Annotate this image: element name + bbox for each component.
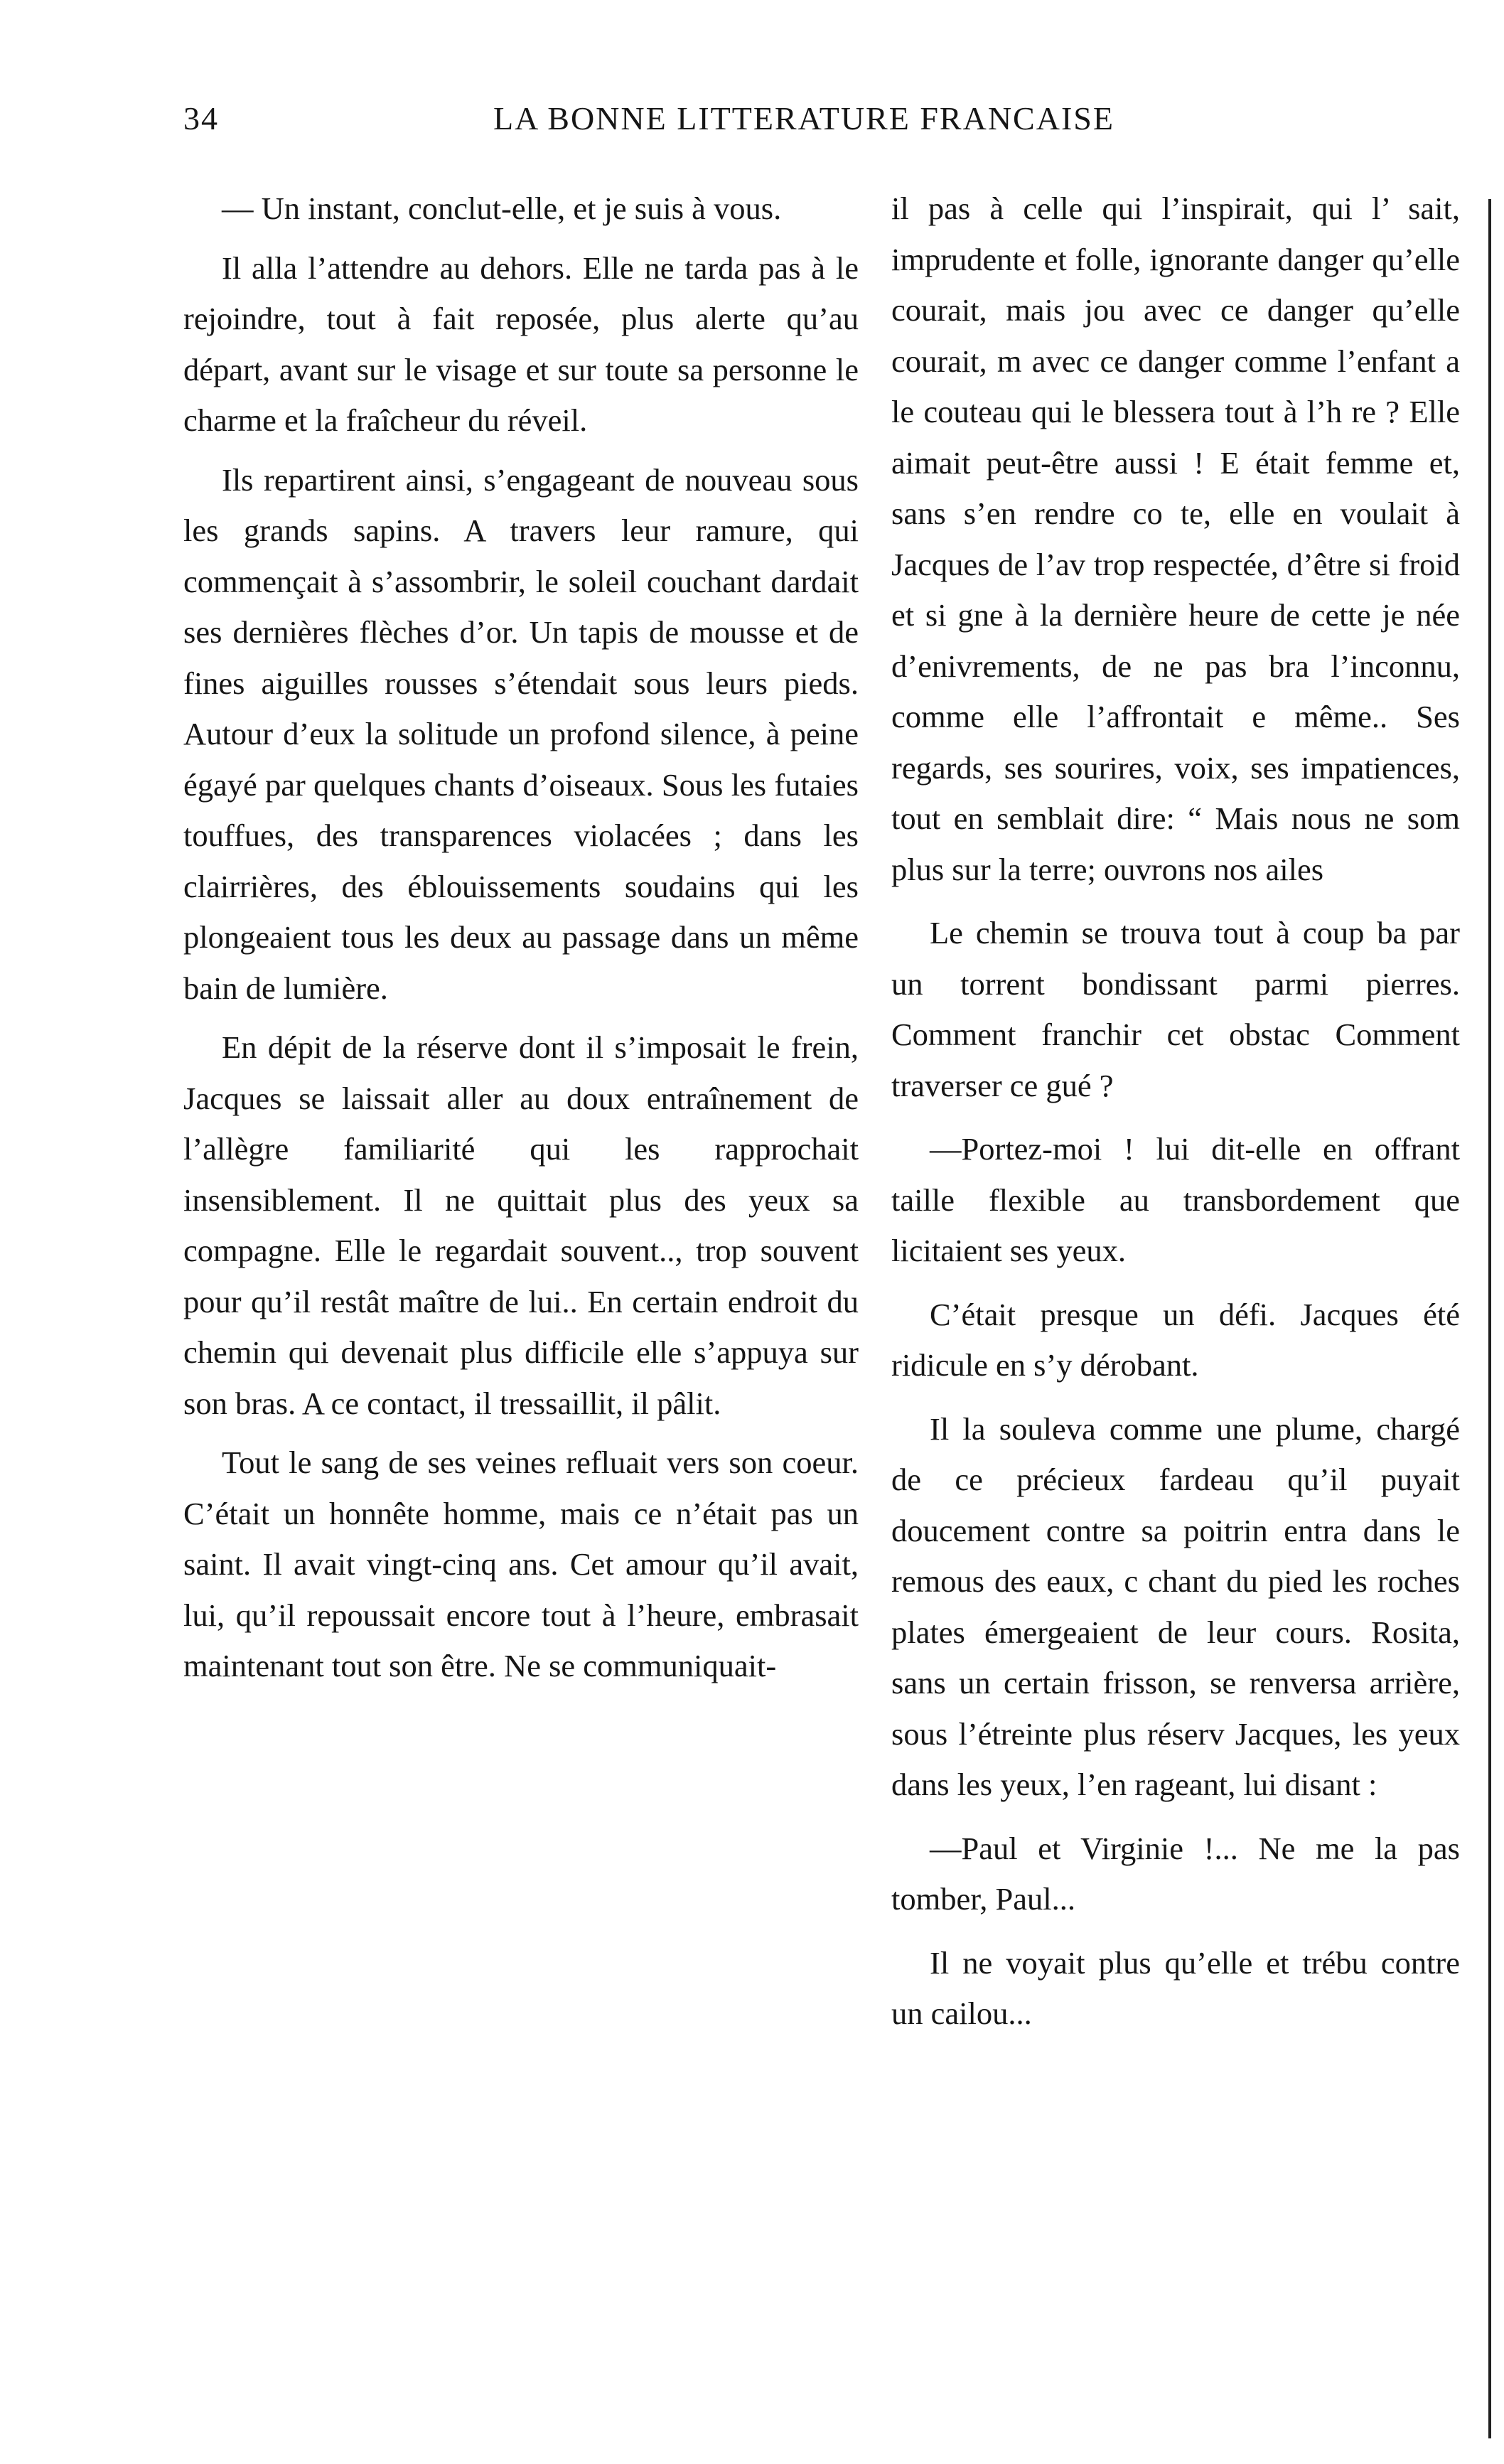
- paragraph: —Paul et Virginie !... Ne me la pas tomber, Paul...: [891, 1830, 1460, 1917]
- paragraph: Ils repartirent ainsi, s’engageant de nouveau sous les grands sapins. A travers leur ramure, qui commençait à s’assombrir, le soleil couchant dardait ses dernières flèches d’or. Un tapis de mousse et de fines aiguilles rousses s’étendait sous leurs pieds. Autour d’eux la solitude un profond silence, à peine égayé par quelques chants d’oiseaux. Sous les futaies touffues, des transparences violacées ; dans les clairrières, des éblouissements soudains qui les plongeaient tous les deux au passage dans un même bain de lumière.: [183, 461, 859, 1006]
- paragraph: Il ne voyait plus qu’elle et trébu contre un cailou...: [891, 1944, 1460, 2031]
- paragraph: Tout le sang de ses veines refluait vers son coeur. C’était un honnête homme, mais ce n’était pas un saint. Il avait vingt-cinq ans. Cet amour qu’il avait, lui, qu’il repoussait encore tout à l’heure, embrasait maintenant tout son être. Ne se communiquait-: [183, 1445, 859, 1683]
- running-title: LA BONNE LITTERATURE FRANCAISE: [493, 100, 1114, 136]
- left-column: [183, 183, 859, 1700]
- paragraph: En dépit de la réserve dont il s’imposait le frein, Jacques se laissait aller au doux entraînement de l’allègre familiarité qui les rapprochait insensiblement. Il ne quittait plus des yeux sa compagne. Elle le regardait souvent.., trop souvent pour qu’il restât maître de lui.. En certain endroit du chemin qui devenait plus difficile elle s’appuya sur son bras. A ce contact, il tressaillit, il pâlit.: [183, 1029, 859, 1421]
- paragraph: Il alla l’attendre au dehors. Elle ne tarda pas à le rejoindre, tout à fait reposée, plus alerte qu’au départ, avant sur le visage et sur toute sa personne le charme et la fraîcheur du réveil.: [183, 250, 859, 438]
- paragraph: C’était presque un défi. Jacques été ridicule en s’y dérobant.: [891, 1296, 1460, 1383]
- paragraph: il pas à celle qui l’inspirait, qui l’ sait, imprudente et folle, ignorante danger qu’elle courait, mais jou avec ce danger qu’elle courait, m avec ce danger comme l’enfant a le couteau qui le blessera tout à l’h re ? Elle aimait peut-être aussi ! E était femme et, sans s’en rendre co te, elle en voulait à Jacques de l’av trop respectée, d’être si froid et si gne à la dernière heure de cette je née d’enivrements, de ne pas bra l’inconnu, comme elle l’affrontait e même.. Ses regards, ses sourires, voix, ses impatiences, tout en semblait dire: “ Mais nous ne som plus sur la terre; ouvrons nos ailes: [891, 191, 1460, 887]
- paragraph: Il la souleva comme une plume, chargé de ce précieux fardeau qu’il puyait doucement contre sa poitrin entra dans le remous des eaux, c chant du pied les roches plates émergeaient de leur cours. Rosita, sans un certain frisson, se renversa arrière, sous l’étreinte plus réserv Jacques, les yeux dans les yeux, l’en rageant, lui disant :: [891, 1410, 1460, 1802]
- page-edge-line: [1488, 199, 1491, 2438]
- paragraph: —Portez-moi ! lui dit-elle en offrant taille flexible au transbordement que licitaient ses yeux.: [891, 1131, 1460, 1268]
- page-number: 34: [183, 100, 219, 136]
- right-column: [891, 183, 1460, 2052]
- paragraph: — Un instant, conclut-elle, et je suis à vous.: [222, 191, 782, 226]
- page-header: [183, 100, 1221, 149]
- paragraph: Le chemin se trouva tout à coup ba par un torrent bondissant parmi pierres. Comment franchir cet obstac Comment traverser ce gué ?: [891, 915, 1460, 1103]
